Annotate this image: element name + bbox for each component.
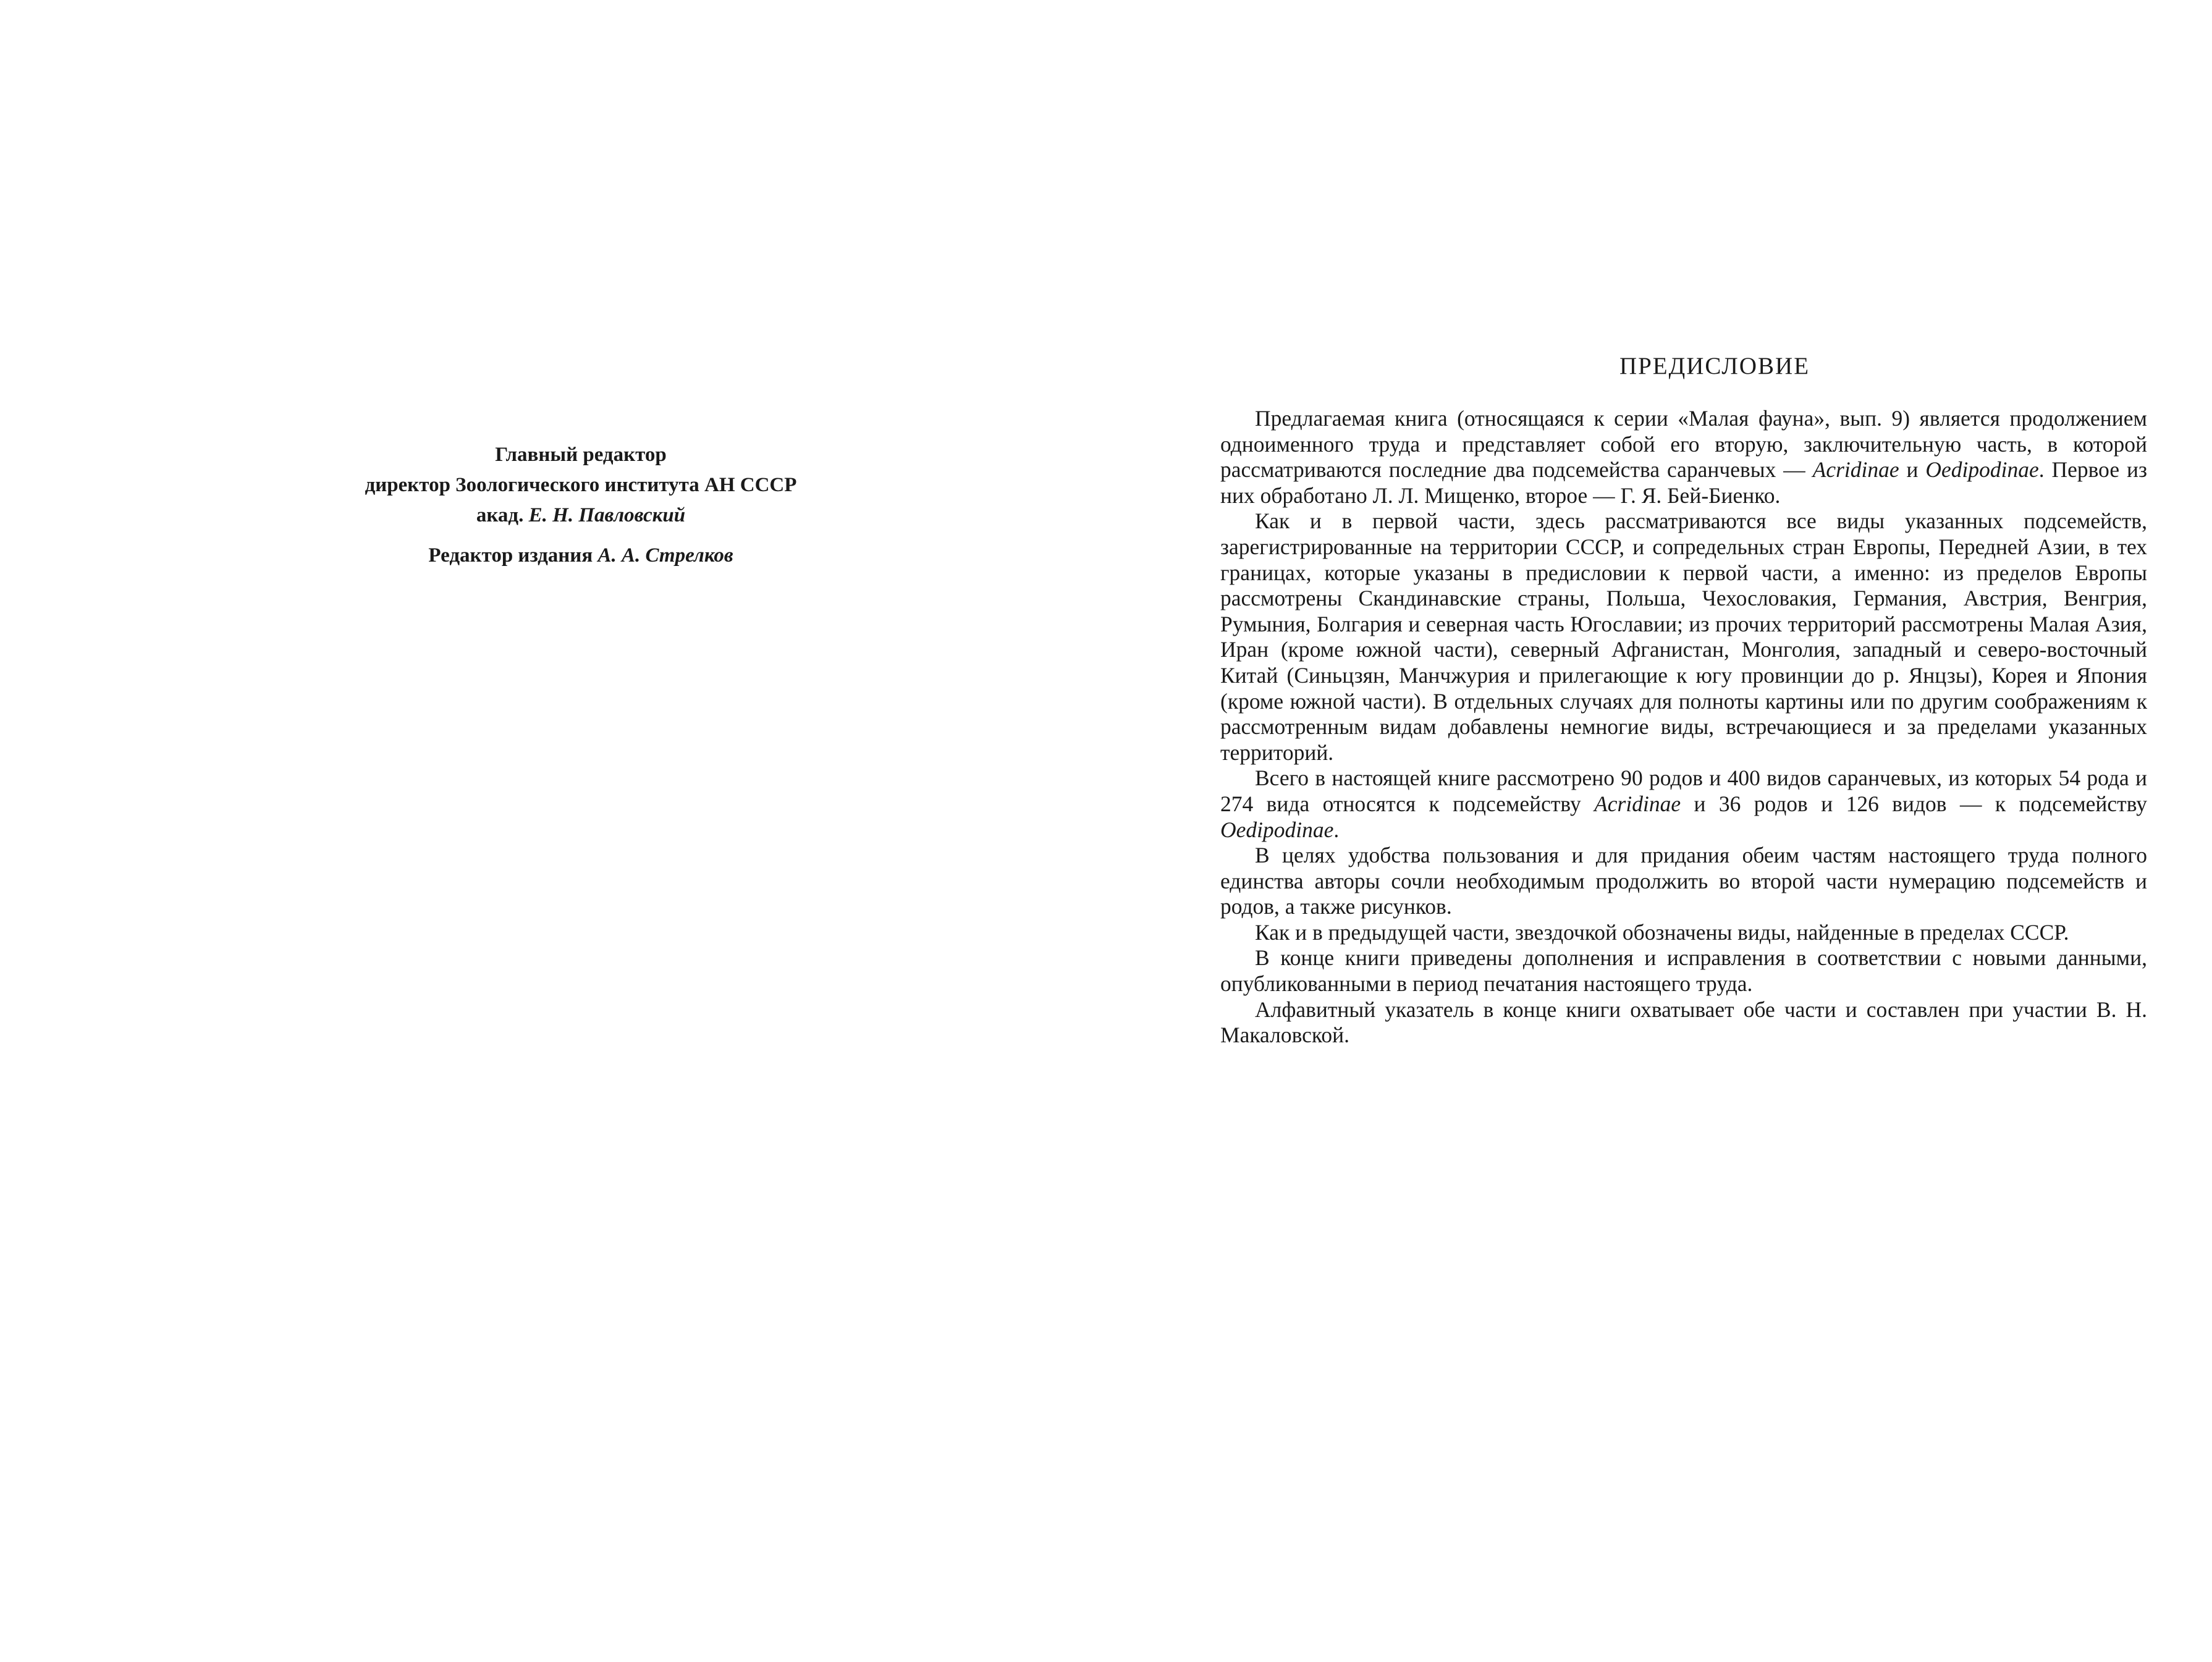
p3-text-3: . <box>1333 817 1340 842</box>
preface-paragraph-4: В целях удобства пользования и для придания обеим частям настоящего труда полного единства авторы сочли необходимым продолжить во второй части нумерацию подсемейств и родов, а также рисунков. <box>1220 843 2147 919</box>
preface-paragraph-2: Как и в первой части, здесь рассматриваются все виды указанных подсемейств, зарегистрированные на территории СССР, и сопредельных стран Европы, Передней Азии, в тех границах, которые указаны в предисловии к первой части, а именно: из пределов Европы рассмотрены Скандинавские страны, Польша, Чехословакия, Германия, Австрия, Венгрия, Румыния, Болгария и северная часть Югославии; из прочих территорий рассмотрены Малая Азия, Иран (кроме южной части), северный Афганистан, Монголия, западный и северо-восточный Китай (Синьцзян, Манчжурия и прилегающие к югу провинции до р. Янцзы), Корея и Япония (кроме южной части). В отдельных случаях для полноты картины или по другим соображениям к рассмотренным видам добавлены немногие виды, встречающиеся и за пределами указанных территорий. <box>1220 508 2147 765</box>
preface-heading: ПРЕДИСЛОВИЕ <box>1619 353 1810 379</box>
preface-paragraph-5: Как и в предыдущей части, звездочкой обозначены виды, найденные в пределах СССР. <box>1255 919 2069 945</box>
preface-paragraph-1 <box>1220 406 2147 508</box>
edition-editor-name: А. А. Стрелков <box>597 544 733 567</box>
imprint-block <box>284 440 877 571</box>
imprint-spacer <box>284 531 877 541</box>
edition-editor-line <box>284 541 877 571</box>
preface-paragraph-3 <box>1220 766 2147 843</box>
edition-editor-prefix: Редактор издания <box>428 544 593 567</box>
preface-body <box>1220 406 2147 1048</box>
academician-prefix: акад. <box>476 504 524 526</box>
preface-paragraph-7: Алфавитный указатель в конце книги охватывает обе части и составлен при участии В. Н. Макаловской. <box>1220 997 2147 1048</box>
preface-paragraph-6: В конце книги приведены дополнения и исправления в соответствии с новыми данными, опубликованными в период печатания настоящего труда. <box>1220 945 2147 997</box>
academician-name: Е. Н. Павловский <box>528 504 686 526</box>
p3-taxon-oedipodinae: Oedipodinae <box>1220 817 1334 842</box>
preface-page <box>1220 352 2147 1048</box>
p1-text-2: и <box>1899 457 1926 483</box>
p1-taxon-acridinae: Acridinae <box>1812 457 1899 483</box>
p1-text-3: . Первое из них обработано Л. Л. Мищенко, второе — Г. Я. Бей-Биенко. <box>1220 457 2147 508</box>
academician-line <box>284 500 877 531</box>
p1-text-1: Предлагаемая книга (относящаяся к серии «Малая фауна», вып. 9) является продолжением одноименного труда и представляет собой его вторую, заключительную часть, в которой рассматриваются последние два подсемейства саранчевых — <box>1220 406 2147 483</box>
p3-text-1: Всего в настоящей книге рассмотрено 90 родов и 400 видов саранчевых, из которых 54 рода и 274 вида относятся к подсемейству <box>1220 766 2147 816</box>
chief-editor-label: Главный редактор <box>495 444 667 466</box>
p3-taxon-acridinae: Acridinae <box>1594 791 1681 816</box>
p3-text-2: и 36 родов и 126 видов — к подсемейству <box>1681 791 2147 816</box>
p1-taxon-oedipodinae: Oedipodinae <box>1925 457 2039 483</box>
director-line: директор Зоологического института АН СССР <box>365 474 797 496</box>
